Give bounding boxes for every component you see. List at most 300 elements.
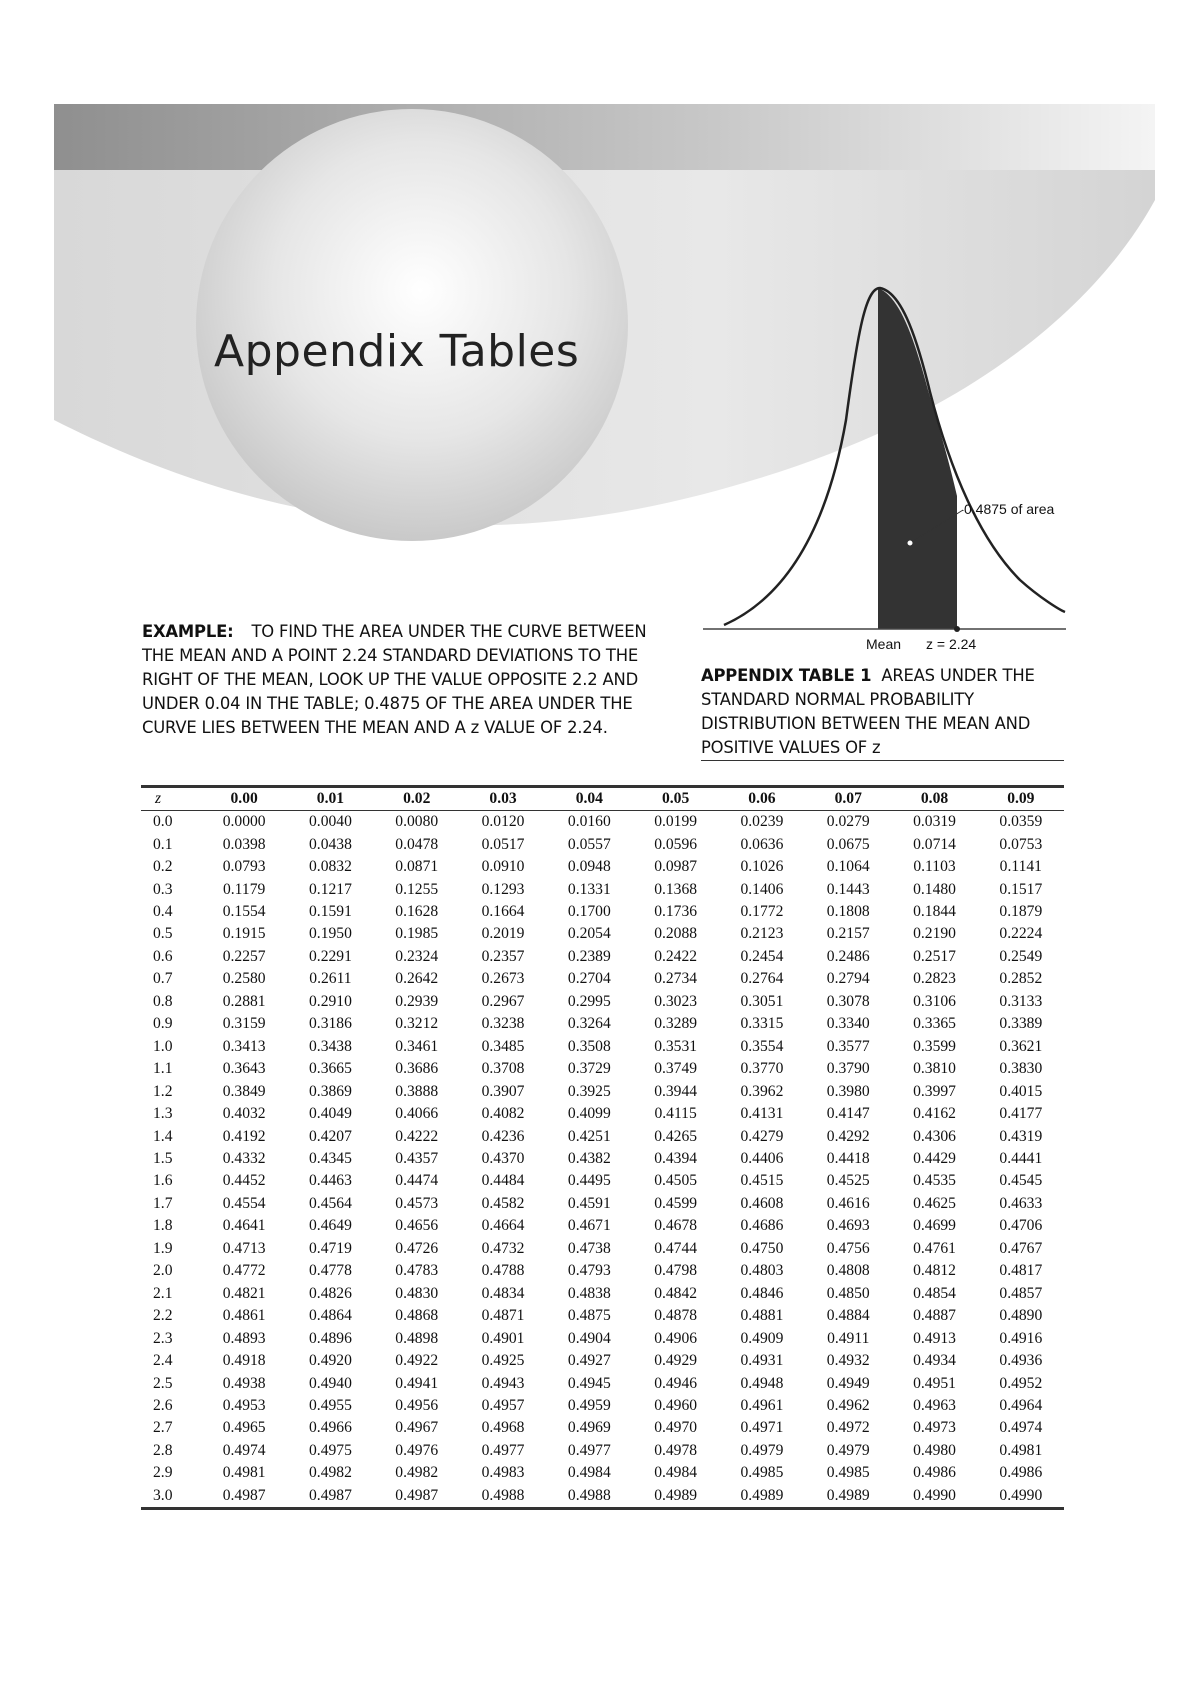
area-value-cell: 0.4591 xyxy=(567,1194,611,1212)
area-value-cell: 0.4920 xyxy=(309,1352,352,1370)
area-value-cell: 0.4955 xyxy=(309,1397,352,1414)
z-value-cell: 2.9 xyxy=(153,1464,173,1482)
column-header: 0.00 xyxy=(230,790,258,807)
z-value-cell: 0.0 xyxy=(153,813,173,831)
area-value-cell: 0.1985 xyxy=(395,925,439,943)
area-value-cell: 0.4948 xyxy=(740,1374,784,1392)
area-value-cell: 0.1331 xyxy=(567,880,611,898)
z-value-cell: 2.1 xyxy=(153,1284,173,1302)
shaded-area xyxy=(878,288,957,629)
area-value-cell: 0.4967 xyxy=(395,1419,439,1437)
area-value-cell: 0.3023 xyxy=(654,992,698,1010)
area-value-cell: 0.2704 xyxy=(567,970,611,988)
area-value-cell: 0.4976 xyxy=(395,1441,439,1459)
table-row xyxy=(141,1193,1064,1215)
area-value-cell: 0.4846 xyxy=(740,1284,784,1302)
area-value-cell: 0.1950 xyxy=(309,925,352,943)
table-row xyxy=(141,991,1064,1013)
area-value-cell: 0.4974 xyxy=(999,1419,1043,1437)
area-value-cell: 0.4830 xyxy=(395,1284,439,1302)
z-value-cell: 1.5 xyxy=(153,1150,173,1168)
area-value-cell: 0.0398 xyxy=(222,835,266,853)
area-value-cell: 0.4418 xyxy=(826,1150,870,1168)
area-value-cell: 0.3340 xyxy=(826,1015,870,1033)
z-value-cell: 0.9 xyxy=(153,1015,173,1033)
area-value-cell: 0.4931 xyxy=(740,1352,784,1370)
area-value-cell: 0.4979 xyxy=(826,1441,870,1459)
area-value-cell: 0.4943 xyxy=(481,1374,525,1392)
column-header: 0.04 xyxy=(575,790,603,807)
table-row xyxy=(141,833,1064,855)
area-value-cell: 0.3749 xyxy=(654,1060,698,1078)
area-value-cell: 0.4936 xyxy=(999,1352,1043,1370)
area-value-cell: 0.3925 xyxy=(567,1082,611,1100)
area-value-cell: 0.4345 xyxy=(309,1150,352,1168)
area-value-cell: 0.2389 xyxy=(567,947,611,965)
area-value-cell: 0.4162 xyxy=(913,1105,956,1123)
area-value-cell: 0.4788 xyxy=(481,1262,525,1280)
area-value-cell: 0.0596 xyxy=(654,835,698,853)
area-value-cell: 0.4625 xyxy=(913,1194,956,1212)
area-value-cell: 0.4292 xyxy=(826,1127,870,1145)
area-value-cell: 0.1844 xyxy=(913,903,956,921)
area-value-cell: 0.4985 xyxy=(826,1464,870,1482)
area-value-cell: 0.4535 xyxy=(913,1172,956,1190)
area-value-cell: 0.4554 xyxy=(222,1194,266,1212)
area-value-cell: 0.4032 xyxy=(222,1105,266,1123)
example-lead: EXAMPLE: xyxy=(142,622,234,641)
table-row xyxy=(141,856,1064,878)
table-row xyxy=(141,968,1064,990)
area-value-cell: 0.4864 xyxy=(309,1307,352,1325)
z-value-cell: 1.0 xyxy=(153,1037,173,1055)
area-value-cell: 0.4686 xyxy=(740,1217,784,1235)
z-value-cell: 0.5 xyxy=(153,925,173,943)
area-value-cell: 0.3997 xyxy=(913,1082,956,1100)
area-value-cell: 0.0239 xyxy=(740,813,784,831)
area-value-cell: 0.4990 xyxy=(999,1486,1043,1504)
area-value-cell: 0.2852 xyxy=(999,970,1043,988)
area-value-cell: 0.4985 xyxy=(740,1464,784,1482)
area-value-cell: 0.1517 xyxy=(999,880,1043,898)
area-value-cell: 0.4693 xyxy=(826,1217,870,1235)
area-value-cell: 0.2995 xyxy=(567,992,611,1010)
area-value-cell: 0.4706 xyxy=(999,1217,1043,1235)
area-value-cell: 0.4906 xyxy=(654,1329,698,1347)
table-row xyxy=(141,878,1064,900)
area-value-cell: 0.2324 xyxy=(395,947,439,965)
area-label: 0.4875 of area xyxy=(964,501,1055,517)
area-value-cell: 0.3643 xyxy=(222,1060,266,1078)
z-value-cell: 1.4 xyxy=(153,1127,173,1145)
z-value-cell: 1.3 xyxy=(153,1105,173,1123)
area-value-cell: 0.4970 xyxy=(654,1419,698,1437)
area-value-cell: 0.4564 xyxy=(309,1194,352,1212)
table-row xyxy=(141,1215,1064,1237)
area-value-cell: 0.1628 xyxy=(395,903,439,921)
area-value-cell: 0.0675 xyxy=(826,835,870,853)
area-value-cell: 0.4961 xyxy=(740,1397,784,1414)
area-value-cell: 0.4279 xyxy=(740,1127,784,1145)
area-value-cell: 0.4871 xyxy=(481,1307,525,1325)
area-value-cell: 0.4817 xyxy=(999,1262,1043,1280)
area-value-cell: 0.4370 xyxy=(481,1150,525,1168)
area-value-cell: 0.2157 xyxy=(826,925,870,943)
area-value-cell: 0.4826 xyxy=(309,1284,352,1302)
area-value-cell: 0.4726 xyxy=(395,1239,439,1257)
area-value-cell: 0.4719 xyxy=(309,1239,352,1257)
area-value-cell: 0.4236 xyxy=(481,1127,525,1145)
area-value-cell: 0.1368 xyxy=(654,880,698,898)
column-header: 0.03 xyxy=(489,790,517,807)
table-row xyxy=(141,1440,1064,1462)
area-value-cell: 0.0753 xyxy=(999,835,1043,853)
area-value-cell: 0.1064 xyxy=(826,858,870,876)
area-value-cell: 0.1103 xyxy=(913,858,956,876)
area-value-cell: 0.3944 xyxy=(654,1082,698,1100)
area-value-cell: 0.4732 xyxy=(481,1239,525,1257)
area-value-cell: 0.4842 xyxy=(654,1284,698,1302)
area-value-cell: 0.0871 xyxy=(395,858,439,876)
area-value-cell: 0.4951 xyxy=(913,1374,956,1392)
area-value-cell: 0.3289 xyxy=(654,1015,698,1033)
area-value-cell: 0.4988 xyxy=(481,1486,525,1504)
area-value-cell: 0.4890 xyxy=(999,1307,1043,1325)
column-header: 0.02 xyxy=(403,790,431,807)
page-title: Appendix Tables xyxy=(214,326,580,377)
area-value-cell: 0.3485 xyxy=(481,1037,525,1055)
area-value-cell: 0.2454 xyxy=(740,947,784,965)
area-value-cell: 0.4821 xyxy=(222,1284,266,1302)
area-value-cell: 0.4515 xyxy=(740,1172,784,1190)
area-value-cell: 0.4918 xyxy=(222,1352,266,1370)
area-value-cell: 0.2517 xyxy=(913,947,956,965)
area-value-cell: 0.4964 xyxy=(999,1397,1043,1414)
area-value-cell: 0.2910 xyxy=(309,992,352,1010)
area-value-cell: 0.2190 xyxy=(913,925,956,943)
area-value-cell: 0.0987 xyxy=(654,858,698,876)
area-value-cell: 0.1700 xyxy=(567,903,611,921)
area-value-cell: 0.4798 xyxy=(654,1262,698,1280)
area-value-cell: 0.0359 xyxy=(999,813,1043,831)
area-value-cell: 0.4980 xyxy=(913,1441,956,1459)
area-value-cell: 0.3665 xyxy=(309,1060,352,1078)
area-value-cell: 0.3869 xyxy=(309,1082,352,1100)
area-value-cell: 0.4974 xyxy=(222,1441,266,1459)
area-value-cell: 0.4932 xyxy=(826,1352,870,1370)
area-value-cell: 0.0000 xyxy=(222,813,266,831)
column-header: 0.07 xyxy=(834,790,862,807)
area-value-cell: 0.4265 xyxy=(654,1127,698,1145)
area-value-cell: 0.3078 xyxy=(826,992,870,1010)
area-value-cell: 0.0714 xyxy=(913,835,956,853)
table-row xyxy=(141,1080,1064,1102)
table-row xyxy=(141,923,1064,945)
area-value-cell: 0.4664 xyxy=(481,1217,525,1235)
area-value-cell: 0.4988 xyxy=(567,1486,611,1504)
area-value-cell: 0.3186 xyxy=(309,1015,352,1033)
area-value-cell: 0.0517 xyxy=(481,835,525,853)
area-value-cell: 0.4573 xyxy=(395,1194,439,1212)
z-value-cell: 1.7 xyxy=(153,1194,173,1212)
area-value-cell: 0.1879 xyxy=(999,903,1043,921)
area-value-cell: 0.2580 xyxy=(222,970,266,988)
area-value-cell: 0.3315 xyxy=(740,1015,784,1033)
table-row xyxy=(141,1283,1064,1305)
z-value-cell: 2.2 xyxy=(153,1307,173,1325)
area-value-cell: 0.4772 xyxy=(222,1262,266,1280)
area-value-cell: 0.4896 xyxy=(309,1329,352,1347)
area-value-cell: 0.4761 xyxy=(913,1239,956,1257)
area-value-cell: 0.4989 xyxy=(740,1486,784,1504)
area-value-cell: 0.4838 xyxy=(567,1284,611,1302)
area-value-cell: 0.4099 xyxy=(567,1105,611,1123)
area-value-cell: 0.4382 xyxy=(567,1150,611,1168)
area-value-cell: 0.4972 xyxy=(826,1419,870,1437)
area-value-cell: 0.4946 xyxy=(654,1374,698,1392)
table-row xyxy=(141,1305,1064,1327)
z-value-cell: 0.6 xyxy=(153,947,173,965)
area-value-cell: 0.4881 xyxy=(740,1307,784,1325)
column-header: 0.06 xyxy=(748,790,776,807)
area-value-cell: 0.4987 xyxy=(309,1486,352,1504)
area-value-cell: 0.1179 xyxy=(222,880,266,898)
column-header: 0.05 xyxy=(661,790,690,807)
area-value-cell: 0.3790 xyxy=(826,1060,870,1078)
area-value-cell: 0.4968 xyxy=(481,1419,525,1437)
area-value-cell: 0.0199 xyxy=(654,813,698,831)
area-value-cell: 0.2257 xyxy=(222,947,266,965)
area-value-cell: 0.2939 xyxy=(395,992,439,1010)
area-value-cell: 0.4633 xyxy=(999,1194,1043,1212)
column-header: 0.01 xyxy=(316,790,345,807)
area-value-cell: 0.4599 xyxy=(654,1194,698,1212)
area-value-cell: 0.4671 xyxy=(567,1217,611,1235)
area-value-cell: 0.4474 xyxy=(395,1172,439,1190)
area-value-cell: 0.4949 xyxy=(826,1374,870,1392)
area-value-cell: 0.4808 xyxy=(826,1262,870,1280)
area-value-cell: 0.4898 xyxy=(395,1329,439,1347)
area-value-cell: 0.1480 xyxy=(913,880,956,898)
area-value-cell: 0.3729 xyxy=(567,1060,611,1078)
area-value-cell: 0.4319 xyxy=(999,1127,1043,1145)
table-row xyxy=(141,1103,1064,1125)
table-row xyxy=(141,1350,1064,1372)
area-value-cell: 0.2734 xyxy=(654,970,698,988)
area-value-cell: 0.2642 xyxy=(395,970,439,988)
area-value-cell: 0.4940 xyxy=(309,1374,352,1392)
area-value-cell: 0.4767 xyxy=(999,1239,1043,1257)
area-value-cell: 0.3106 xyxy=(913,992,956,1010)
area-value-cell: 0.0636 xyxy=(740,835,784,853)
area-value-cell: 0.4971 xyxy=(740,1419,784,1437)
area-value-cell: 0.0948 xyxy=(567,858,611,876)
area-value-cell: 0.4984 xyxy=(567,1464,611,1482)
table-row xyxy=(141,1372,1064,1394)
area-value-cell: 0.0910 xyxy=(481,858,525,876)
area-value-cell: 0.2088 xyxy=(654,925,698,943)
area-value-cell: 0.2019 xyxy=(481,925,525,943)
area-value-cell: 0.4251 xyxy=(567,1127,611,1145)
area-value-cell: 0.4878 xyxy=(654,1307,698,1325)
area-value-cell: 0.4904 xyxy=(567,1329,611,1347)
area-value-cell: 0.2549 xyxy=(999,947,1043,965)
area-value-cell: 0.1141 xyxy=(999,858,1042,876)
area-value-cell: 0.4744 xyxy=(654,1239,698,1257)
area-value-cell: 0.2291 xyxy=(309,947,352,965)
z-value-cell: 2.3 xyxy=(153,1329,173,1347)
area-value-cell: 0.4854 xyxy=(913,1284,956,1302)
area-value-cell: 0.4756 xyxy=(826,1239,870,1257)
area-value-cell: 0.4893 xyxy=(222,1329,266,1347)
mean-label: Mean xyxy=(866,636,902,652)
area-value-cell: 0.0040 xyxy=(309,813,352,831)
area-value-cell: 0.4979 xyxy=(740,1441,784,1459)
area-value-cell: 0.3212 xyxy=(395,1015,439,1033)
area-value-cell: 0.4177 xyxy=(999,1105,1043,1123)
table-row xyxy=(141,1148,1064,1170)
area-value-cell: 0.3554 xyxy=(740,1037,784,1055)
area-value-cell: 0.4957 xyxy=(481,1397,525,1414)
area-value-cell: 0.4463 xyxy=(309,1172,352,1190)
area-value-cell: 0.0279 xyxy=(826,813,870,831)
area-value-cell: 0.4545 xyxy=(999,1172,1043,1190)
z-value-cell: 2.4 xyxy=(153,1352,173,1370)
area-value-cell: 0.4656 xyxy=(395,1217,439,1235)
area-value-cell: 0.3810 xyxy=(913,1060,956,1078)
area-value-cell: 0.4616 xyxy=(826,1194,870,1212)
z-value-cell: 0.8 xyxy=(153,992,173,1010)
area-value-cell: 0.4925 xyxy=(481,1352,525,1370)
area-value-cell: 0.3051 xyxy=(740,992,784,1010)
table-row xyxy=(141,1013,1064,1035)
z-value-cell: 3.0 xyxy=(153,1486,173,1504)
area-value-cell: 0.4357 xyxy=(395,1150,439,1168)
area-value-cell: 0.0438 xyxy=(309,835,352,853)
area-value-cell: 0.4641 xyxy=(222,1217,266,1235)
area-value-cell: 0.3686 xyxy=(395,1060,439,1078)
z-value-cell: 1.9 xyxy=(153,1239,173,1257)
area-value-cell: 0.3888 xyxy=(395,1082,439,1100)
area-value-cell: 0.4965 xyxy=(222,1419,266,1437)
area-value-cell: 0.4960 xyxy=(654,1397,698,1414)
area-value-cell: 0.4884 xyxy=(826,1307,870,1325)
table-row xyxy=(141,1036,1064,1058)
area-value-cell: 0.4868 xyxy=(395,1307,439,1325)
z-label: z = 2.24 xyxy=(926,636,977,652)
area-value-cell: 0.3849 xyxy=(222,1082,266,1100)
area-value-cell: 0.3159 xyxy=(222,1015,266,1033)
area-value-cell: 0.4945 xyxy=(567,1374,611,1392)
area-value-cell: 0.2673 xyxy=(481,970,525,988)
table-row xyxy=(141,1417,1064,1439)
area-value-cell: 0.3962 xyxy=(740,1082,784,1100)
area-value-cell: 0.0793 xyxy=(222,858,266,876)
table-row xyxy=(141,1260,1064,1282)
area-value-cell: 0.3238 xyxy=(481,1015,525,1033)
z-value-cell: 0.3 xyxy=(153,880,173,898)
area-value-cell: 0.4977 xyxy=(567,1441,611,1459)
area-value-cell: 0.2422 xyxy=(654,947,698,965)
area-value-cell: 0.4306 xyxy=(913,1127,956,1145)
area-value-cell: 0.4887 xyxy=(913,1307,956,1325)
area-value-cell: 0.4147 xyxy=(826,1105,870,1123)
area-value-cell: 0.4406 xyxy=(740,1150,784,1168)
area-value-cell: 0.3577 xyxy=(826,1037,870,1055)
area-value-cell: 0.4987 xyxy=(395,1486,439,1504)
area-value-cell: 0.3621 xyxy=(999,1037,1043,1055)
area-value-cell: 0.4990 xyxy=(913,1486,956,1504)
area-value-cell: 0.4429 xyxy=(913,1150,956,1168)
area-value-cell: 0.2881 xyxy=(222,992,266,1010)
area-value-cell: 0.2967 xyxy=(481,992,525,1010)
area-value-cell: 0.4989 xyxy=(654,1486,698,1504)
area-value-cell: 0.1591 xyxy=(309,903,352,921)
area-value-cell: 0.4207 xyxy=(309,1127,352,1145)
area-value-cell: 0.4938 xyxy=(222,1374,266,1392)
table-row xyxy=(141,1395,1064,1417)
area-value-cell: 0.2123 xyxy=(740,925,784,943)
area-value-cell: 0.4484 xyxy=(481,1172,525,1190)
area-value-cell: 0.3599 xyxy=(913,1037,956,1055)
area-value-cell: 0.3438 xyxy=(309,1037,352,1055)
area-value-cell: 0.0478 xyxy=(395,835,439,853)
area-value-cell: 0.2486 xyxy=(826,947,870,965)
z-value-cell: 2.8 xyxy=(153,1441,173,1459)
area-value-cell: 0.4916 xyxy=(999,1329,1043,1347)
area-value-cell: 0.1443 xyxy=(826,880,870,898)
area-value-cell: 0.3980 xyxy=(826,1082,870,1100)
table-body xyxy=(141,811,1064,1509)
area-value-cell: 0.0832 xyxy=(309,858,352,876)
area-value-cell: 0.1915 xyxy=(222,925,266,943)
area-value-cell: 0.4989 xyxy=(826,1486,870,1504)
area-value-cell: 0.4982 xyxy=(395,1464,439,1482)
area-value-cell: 0.4783 xyxy=(395,1262,439,1280)
area-value-cell: 0.4608 xyxy=(740,1194,784,1212)
z-value-cell: 0.1 xyxy=(153,835,173,853)
area-value-cell: 0.3830 xyxy=(999,1060,1043,1078)
area-value-cell: 0.0080 xyxy=(395,813,439,831)
z-value-cell: 2.6 xyxy=(153,1397,173,1414)
table-row xyxy=(141,1462,1064,1484)
area-value-cell: 0.4332 xyxy=(222,1150,266,1168)
area-value-cell: 0.4222 xyxy=(395,1127,439,1145)
caption-rule xyxy=(701,760,1064,761)
area-pointer-dot xyxy=(907,540,913,546)
area-value-cell: 0.4699 xyxy=(913,1217,956,1235)
area-value-cell: 0.4956 xyxy=(395,1397,439,1414)
area-value-cell: 0.3461 xyxy=(395,1037,439,1055)
area-value-cell: 0.4857 xyxy=(999,1284,1043,1302)
z-value-cell: 1.2 xyxy=(153,1082,173,1100)
area-value-cell: 0.4981 xyxy=(222,1464,266,1482)
area-value-cell: 0.1554 xyxy=(222,903,266,921)
area-value-cell: 0.3508 xyxy=(567,1037,611,1055)
area-value-cell: 0.4927 xyxy=(567,1352,611,1370)
table-caption-title: APPENDIX TABLE 1 xyxy=(701,666,872,685)
table-header-row xyxy=(141,787,1064,811)
z-value-cell: 1.8 xyxy=(153,1217,173,1235)
area-value-cell: 0.1772 xyxy=(740,903,784,921)
area-value-cell: 0.0319 xyxy=(913,813,956,831)
area-value-cell: 0.3264 xyxy=(567,1015,611,1033)
area-value-cell: 0.3365 xyxy=(913,1015,956,1033)
table-row xyxy=(141,901,1064,923)
area-value-cell: 0.4049 xyxy=(309,1105,352,1123)
area-value-cell: 0.4713 xyxy=(222,1239,266,1257)
area-value-cell: 0.4875 xyxy=(567,1307,611,1325)
